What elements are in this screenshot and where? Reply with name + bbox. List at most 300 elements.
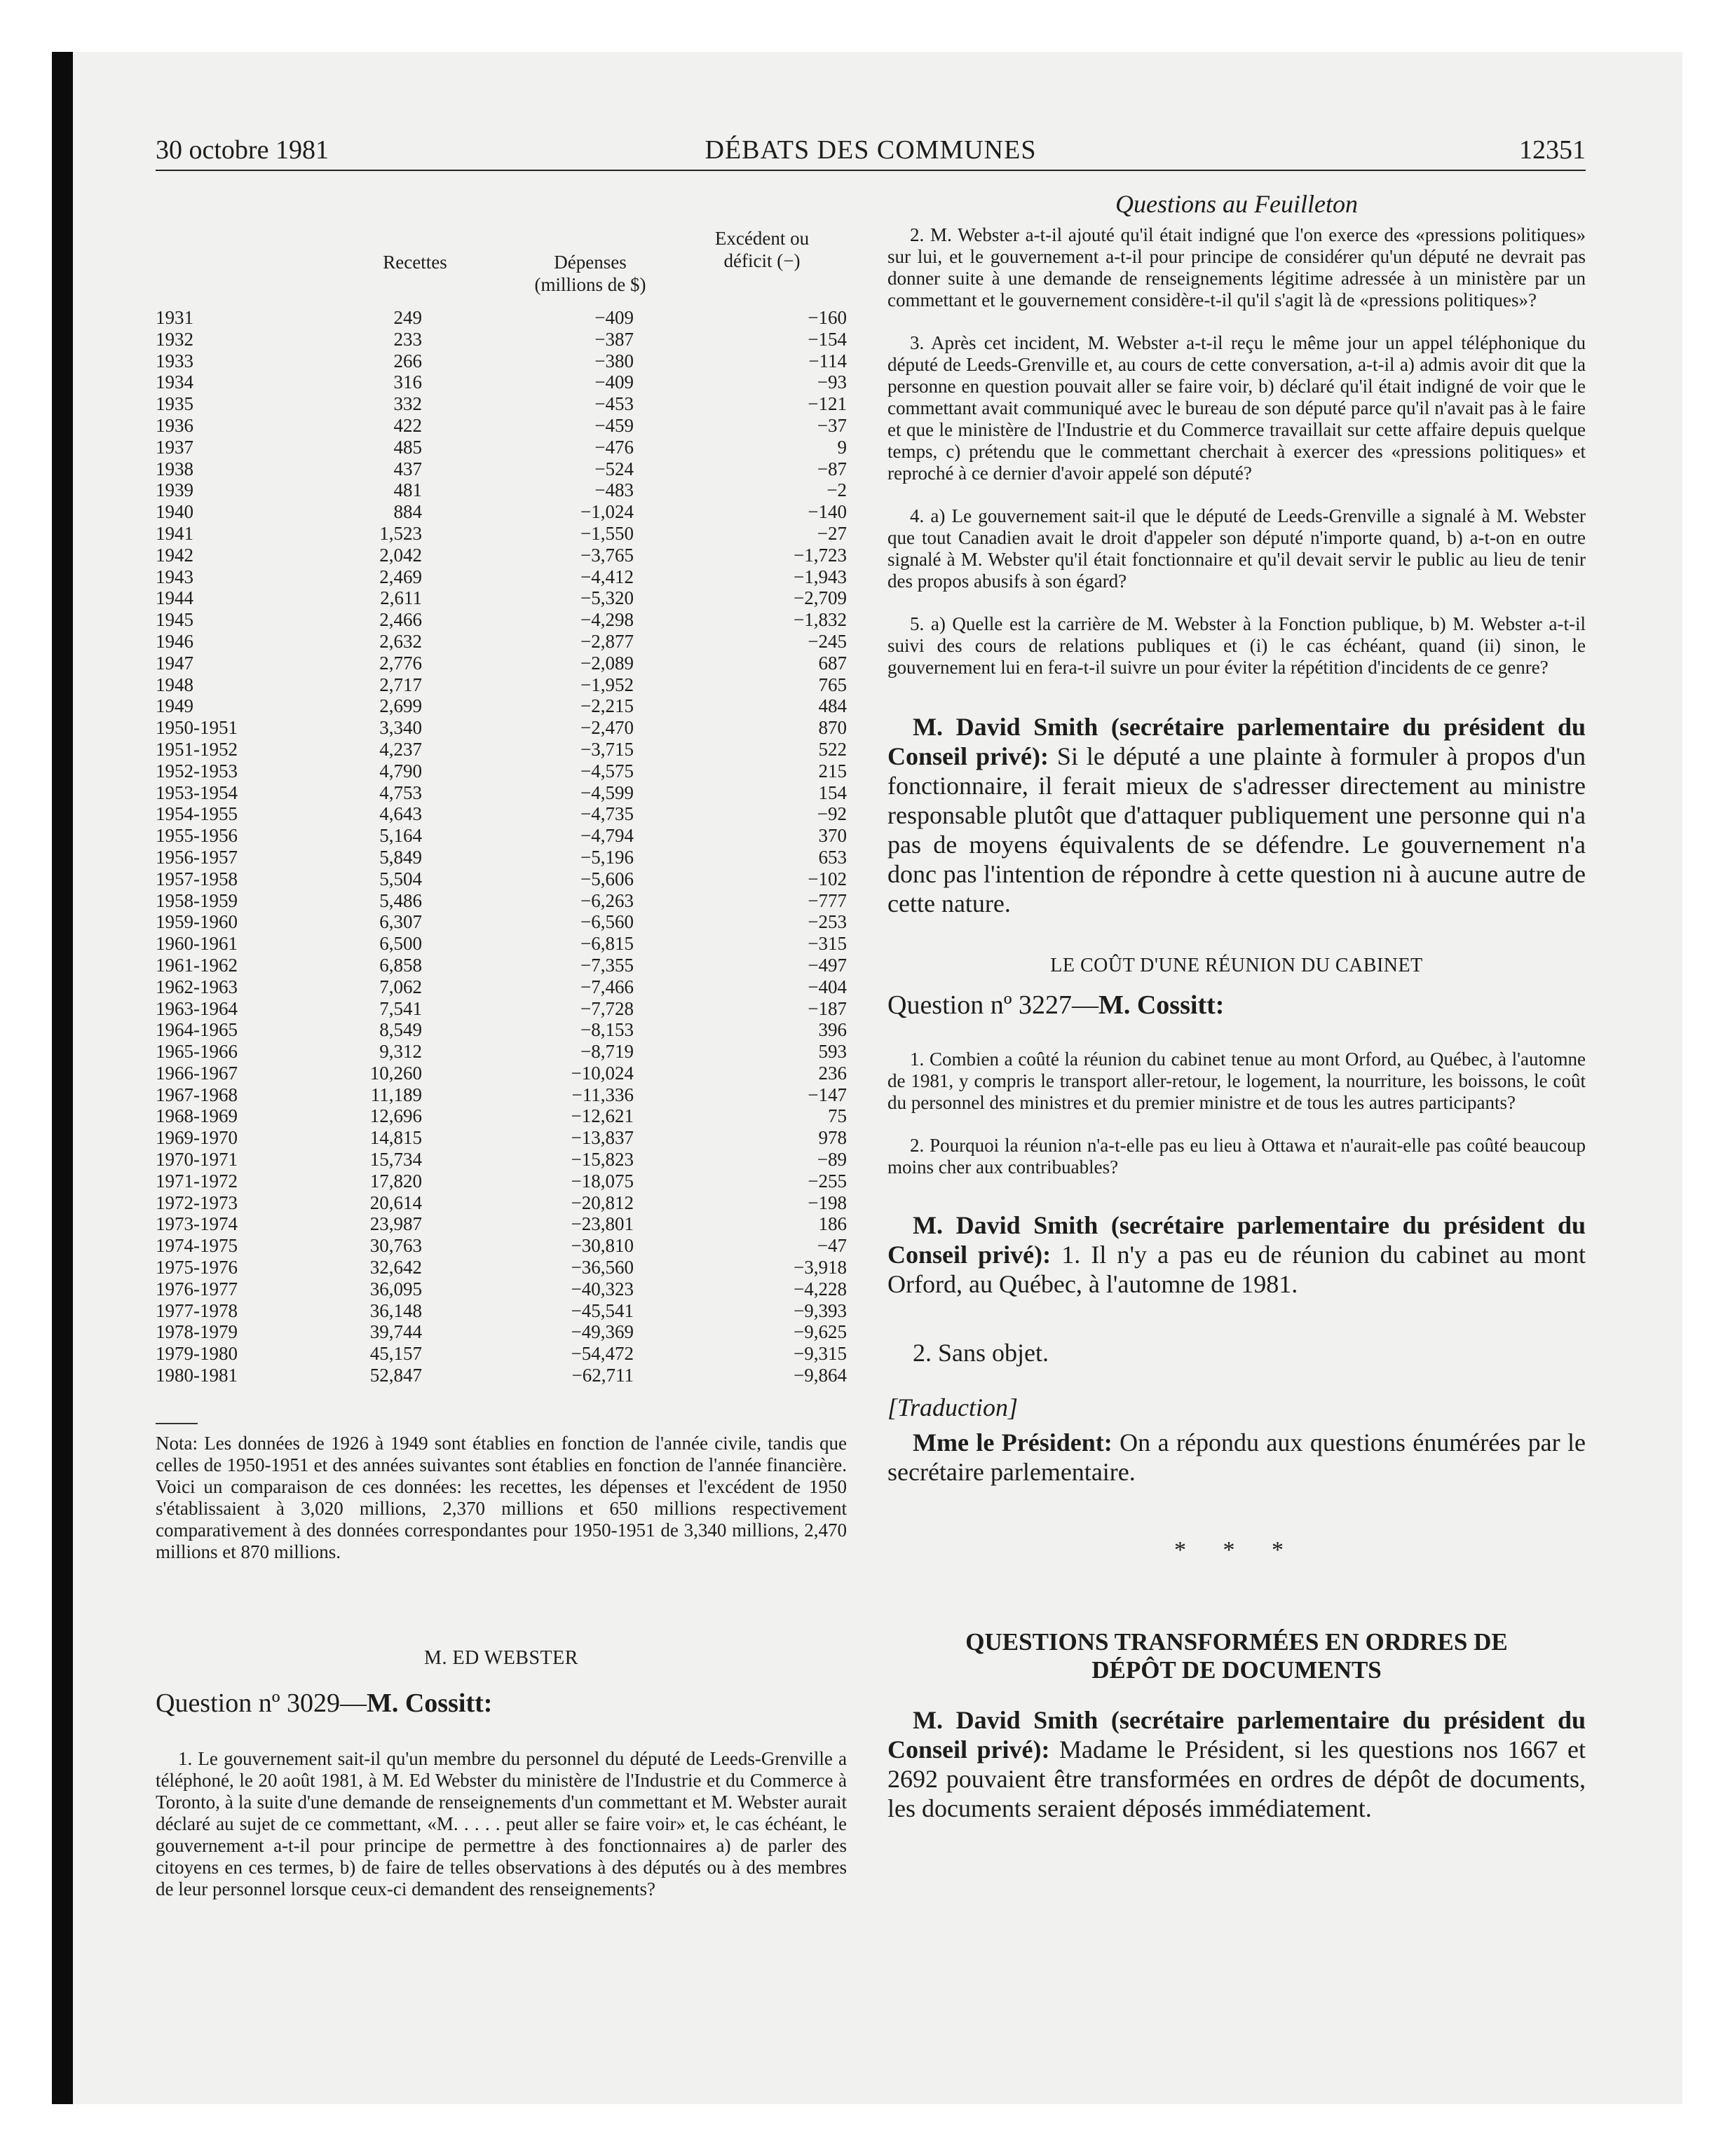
cabinet-question-line bbox=[887, 990, 1586, 1021]
finance-table-header bbox=[156, 181, 847, 307]
row-expenses: −20,812 bbox=[571, 1192, 634, 1213]
table-row bbox=[156, 1171, 847, 1192]
speaker-statement bbox=[887, 1428, 1586, 1487]
table-row bbox=[156, 868, 847, 890]
row-receipts: 20,614 bbox=[369, 1192, 422, 1213]
cabinet-question-member: M. Cossitt: bbox=[1098, 990, 1225, 1020]
row-year: 1934 bbox=[156, 371, 193, 393]
row-surplus: −147 bbox=[808, 1084, 847, 1105]
row-year: 1965-1966 bbox=[156, 1041, 238, 1063]
row-expenses: −409 bbox=[594, 371, 634, 393]
webster-q1: 1. Le gouvernement sait-il qu'un membre du personnel du député de Leeds-Grenville a téléphoné, le 20 août 1981, à M. Ed Webster du ministère de l'Industrie et du Commerce à Toronto, à la suite d'une demande de renseignements d'un commettant et M. Webster aurait déclaré au sujet de ce commettant, «M. . . . . peut aller se faire voir» et, le cas échéant, le gouvernement a-t-il pour principe de permettre à des fonctionnaires a) de parler des citoyens en ces termes, b) de faire de telles observations à des députés ou à des membres de leur personnel lorsque ceux-ci demandent des renseignements? bbox=[156, 1747, 847, 1899]
row-surplus: 186 bbox=[818, 1213, 847, 1235]
table-row bbox=[156, 587, 847, 609]
row-year: 1942 bbox=[156, 544, 193, 566]
row-receipts: 4,237 bbox=[379, 738, 422, 760]
row-receipts: 23,987 bbox=[369, 1213, 422, 1235]
table-row bbox=[156, 739, 847, 760]
webster-q5: 5. a) Quelle est la carrière de M. Webster à la Fonction publique, b) M. Webster a-t-il suivi des cours de relations publiques et (i) le cas échéant, quand (ii) sinon, le gouvernement lui en fera-t-il suivre un pour éviter la répétition d'incidents de ce genre? bbox=[887, 613, 1586, 678]
row-receipts: 3,340 bbox=[379, 717, 422, 739]
row-receipts: 2,632 bbox=[379, 630, 422, 652]
row-receipts: 6,858 bbox=[379, 954, 422, 976]
table-row bbox=[156, 1105, 847, 1127]
cabinet-heading: LE COÛT D'UNE RÉUNION DU CABINET bbox=[1050, 955, 1423, 976]
row-year: 1951-1952 bbox=[156, 738, 238, 760]
row-surplus: 687 bbox=[818, 652, 847, 674]
row-receipts: 316 bbox=[393, 371, 422, 393]
right-column bbox=[887, 181, 1586, 1823]
nota-text: Nota: Les données de 1926 à 1949 sont établies en fonction de l'année civile, tandis que celles de 1950-1951 et des années suivantes sont établies en fonction de l'année financière. Voici un comparaison de ces données: les recettes, les dépenses et l'excédent de 1950 s'établissaient à 3,020 millions, 2,370 millions et 650 millions respectivement comparativement à des données correspondantes pour 1950-1951 de 3,340 millions, 2,470 millions et 870 millions. bbox=[156, 1432, 847, 1562]
row-surplus: −253 bbox=[808, 911, 847, 933]
row-receipts: 6,307 bbox=[379, 911, 422, 933]
row-receipts: 884 bbox=[393, 501, 422, 523]
header-date: 30 octobre 1981 bbox=[156, 135, 329, 165]
cabinet-q2: 2. Pourquoi la réunion n'a-t-elle pas eu lieu à Ottawa et n'aurait-elle pas coûté beaucoup moins cher aux contribuables? bbox=[887, 1135, 1586, 1178]
answer-1-text: Si le député a une plainte à formuler à propos d'un fonctionnaire, il ferait mieux de s'adresser directement au ministre responsable plutôt que d'attaquer publiquement une personne qui n'a pas de moyens équivalents de se défendre. Le gouvernement n'a donc pas l'intention de répondre à cette question ni à aucune autre de cette nature. bbox=[887, 742, 1586, 917]
row-expenses: −4,735 bbox=[580, 803, 634, 825]
row-surplus: 370 bbox=[818, 825, 847, 847]
scan-edge bbox=[52, 52, 73, 2104]
row-expenses: −1,024 bbox=[580, 501, 634, 523]
row-expenses: −5,196 bbox=[580, 846, 634, 868]
answer-2 bbox=[887, 1210, 1586, 1299]
table-row bbox=[156, 1019, 847, 1041]
table-row bbox=[156, 1213, 847, 1235]
row-year: 1972-1973 bbox=[156, 1192, 238, 1213]
row-expenses: −54,472 bbox=[571, 1343, 634, 1365]
table-row bbox=[156, 1321, 847, 1343]
answer-2-item-2: 2. Sans objet. bbox=[913, 1339, 1049, 1367]
row-expenses: −2,215 bbox=[580, 695, 634, 717]
row-receipts: 12,696 bbox=[369, 1105, 422, 1127]
answer-1-speaker: M. David Smith (secrétaire parlementaire du président du Conseil privé): bbox=[887, 713, 1586, 770]
row-expenses: −4,412 bbox=[580, 566, 634, 587]
answer-2-speaker: M. David Smith (secrétaire parlementaire du président du Conseil privé): bbox=[887, 1211, 1586, 1269]
row-year: 1935 bbox=[156, 393, 193, 415]
table-row bbox=[156, 1343, 847, 1365]
row-expenses: −62,711 bbox=[571, 1365, 634, 1386]
table-row bbox=[156, 566, 847, 588]
row-receipts: 2,611 bbox=[380, 587, 422, 609]
row-year: 1968-1969 bbox=[156, 1105, 238, 1127]
row-expenses: −49,369 bbox=[571, 1321, 634, 1343]
answer-2-text: 1. Il n'y a pas eu de réunion du cabinet au mont Orford, au Québec, à l'automne de 1981. bbox=[887, 1241, 1586, 1298]
row-receipts: 7,062 bbox=[379, 976, 422, 997]
row-receipts: 1,523 bbox=[379, 522, 422, 544]
table-row bbox=[156, 458, 847, 480]
answer-1 bbox=[887, 712, 1586, 918]
cabinet-q1: 1. Combien a coûté la réunion du cabinet tenue au mont Orford, au Québec, à l'automne de 1981, y compris le transport aller-retour, le logement, la nourriture, les boissons, le coût du personnel des ministres et du premier ministre et de tous les autres participants? bbox=[887, 1049, 1586, 1113]
table-row bbox=[156, 1278, 847, 1300]
row-receipts: 485 bbox=[393, 436, 422, 458]
col-surplus-label-2: déficit (−) bbox=[723, 250, 801, 271]
row-surplus: −92 bbox=[817, 803, 847, 825]
row-receipts: 2,776 bbox=[379, 652, 422, 674]
row-receipts: 30,763 bbox=[369, 1235, 422, 1257]
table-row bbox=[156, 1063, 847, 1084]
row-year: 1940 bbox=[156, 501, 193, 523]
row-year: 1957-1958 bbox=[156, 868, 238, 889]
row-surplus: −160 bbox=[808, 307, 847, 328]
row-surplus: 9 bbox=[837, 436, 847, 458]
col-surplus-header bbox=[674, 227, 850, 272]
question-member: M. Cossitt: bbox=[367, 1688, 493, 1718]
col-expenses-label: Dépenses bbox=[554, 252, 627, 273]
row-surplus: 653 bbox=[818, 846, 847, 868]
row-surplus: 396 bbox=[818, 1019, 847, 1041]
row-receipts: 8,549 bbox=[379, 1019, 422, 1041]
row-year: 1946 bbox=[156, 630, 193, 652]
row-expenses: −5,320 bbox=[580, 587, 634, 609]
webster-q3: 3. Après cet incident, M. Webster a-t-il reçu le même jour un appel téléphonique du député de Leeds-Grenville et, au cours de cette conversation, a-t-il a) admis avoir dit que la personne en question pouvait aller se faire voir, b) déclaré qu'il était indigné de voir que le commettant avait communiqué avec le bureau de son député parce qu'il n'avait pas à le faire et que le ministère de l'Industrie et du Commerce travaillait sur cette affaire depuis quelque temps, c) prétendu que le commettant cherchait à exercer des «pressions politiques» et reproché à ce dernier d'avoir appelé son député? bbox=[887, 332, 1586, 484]
header-title: DÉBATS DES COMMUNES bbox=[705, 135, 1037, 165]
row-receipts: 422 bbox=[393, 414, 422, 436]
row-surplus: −102 bbox=[808, 868, 847, 889]
row-surplus: −3,918 bbox=[794, 1257, 847, 1278]
row-expenses: −45,541 bbox=[571, 1299, 634, 1321]
webster-heading: M. ED WEBSTER bbox=[424, 1646, 578, 1669]
row-surplus: −255 bbox=[808, 1170, 847, 1192]
row-surplus: −9,864 bbox=[794, 1365, 847, 1386]
row-year: 1980-1981 bbox=[156, 1365, 238, 1386]
row-surplus: −245 bbox=[808, 630, 847, 652]
row-receipts: 2,469 bbox=[379, 566, 422, 587]
speaker-text: On a répondu aux questions énumérées par le secrétaire parlementaire. bbox=[887, 1428, 1586, 1486]
row-expenses: −483 bbox=[594, 479, 634, 501]
table-row bbox=[156, 1084, 847, 1106]
row-year: 1933 bbox=[156, 350, 193, 371]
row-surplus: −37 bbox=[817, 414, 847, 436]
table-row bbox=[156, 955, 847, 976]
table-row bbox=[156, 847, 847, 868]
table-row bbox=[156, 674, 847, 696]
row-receipts: 17,820 bbox=[369, 1170, 422, 1192]
row-year: 1948 bbox=[156, 674, 193, 695]
row-receipts: 11,189 bbox=[370, 1084, 422, 1105]
row-surplus: 154 bbox=[818, 782, 847, 803]
row-receipts: 2,699 bbox=[379, 695, 422, 717]
row-surplus: −1,832 bbox=[794, 609, 847, 631]
table-row bbox=[156, 415, 847, 437]
row-year: 1956-1957 bbox=[156, 846, 238, 868]
section-title: Questions au Feuilleton bbox=[1115, 190, 1358, 218]
row-receipts: 5,504 bbox=[379, 868, 422, 889]
row-year: 1967-1968 bbox=[156, 1084, 238, 1105]
table-row bbox=[156, 653, 847, 674]
speaker-label: Mme le Président: bbox=[913, 1428, 1113, 1456]
row-receipts: 6,500 bbox=[379, 933, 422, 955]
row-expenses: −3,765 bbox=[580, 544, 634, 566]
row-receipts: 39,744 bbox=[369, 1321, 422, 1343]
row-expenses: −8,719 bbox=[580, 1041, 634, 1063]
row-year: 1964-1965 bbox=[156, 1019, 238, 1041]
row-year: 1976-1977 bbox=[156, 1278, 238, 1299]
row-receipts: 10,260 bbox=[369, 1062, 422, 1084]
row-year: 1962-1963 bbox=[156, 976, 238, 997]
row-receipts: 4,790 bbox=[379, 760, 422, 782]
row-surplus: −9,315 bbox=[794, 1343, 847, 1365]
row-surplus: −1,943 bbox=[794, 566, 847, 587]
row-expenses: −10,024 bbox=[571, 1062, 634, 1084]
row-receipts: 233 bbox=[393, 328, 422, 350]
row-receipts: 266 bbox=[393, 350, 422, 371]
row-surplus: −93 bbox=[817, 371, 847, 393]
row-receipts: 2,466 bbox=[379, 609, 422, 631]
table-row bbox=[156, 329, 847, 350]
row-expenses: −6,815 bbox=[580, 933, 634, 955]
table-row bbox=[156, 631, 847, 653]
table-row bbox=[156, 803, 847, 825]
table-row bbox=[156, 523, 847, 545]
row-expenses: −8,153 bbox=[580, 1019, 634, 1041]
row-expenses: −2,877 bbox=[580, 630, 634, 652]
webster-q4: 4. a) Le gouvernement sait-il que le député de Leeds-Grenville a signalé à M. Webster que tout Canadien avait le droit d'appeler son député n'importe quand, b) a-t-on en outre signalé à M. Webster qu'il était fonctionnaire et qu'il devait servir le public au lieu de tenir des propos abusifs à son égard? bbox=[887, 505, 1586, 592]
row-expenses: −5,606 bbox=[580, 868, 634, 889]
table-row bbox=[156, 760, 847, 782]
row-surplus: −154 bbox=[808, 328, 847, 350]
table-row bbox=[156, 545, 847, 566]
webster-question-line bbox=[156, 1688, 847, 1719]
row-year: 1938 bbox=[156, 458, 193, 479]
row-expenses: −2,089 bbox=[580, 652, 634, 674]
row-expenses: −11,336 bbox=[571, 1084, 634, 1105]
row-year: 1969-1970 bbox=[156, 1127, 238, 1149]
table-row bbox=[156, 1300, 847, 1322]
row-surplus: −404 bbox=[808, 976, 847, 997]
row-year: 1936 bbox=[156, 414, 193, 436]
row-expenses: −15,823 bbox=[571, 1149, 634, 1171]
row-surplus: −2 bbox=[826, 479, 847, 501]
row-surplus: 484 bbox=[818, 695, 847, 717]
finance-table-body bbox=[156, 307, 847, 1386]
row-expenses: −30,810 bbox=[571, 1235, 634, 1257]
row-expenses: −7,355 bbox=[580, 954, 634, 976]
header-rule bbox=[156, 170, 1586, 171]
row-receipts: 5,486 bbox=[379, 889, 422, 911]
row-expenses: −476 bbox=[594, 436, 634, 458]
table-row bbox=[156, 393, 847, 415]
table-row bbox=[156, 437, 847, 458]
row-expenses: −12,621 bbox=[571, 1105, 634, 1127]
row-receipts: 14,815 bbox=[369, 1127, 422, 1149]
row-surplus: 215 bbox=[818, 760, 847, 782]
row-year: 1978-1979 bbox=[156, 1321, 238, 1343]
row-year: 1955-1956 bbox=[156, 825, 238, 847]
row-receipts: 332 bbox=[393, 393, 422, 415]
row-receipts: 5,164 bbox=[379, 825, 422, 847]
row-expenses: −18,075 bbox=[571, 1170, 634, 1192]
row-year: 1939 bbox=[156, 479, 193, 501]
row-expenses: −23,801 bbox=[571, 1213, 634, 1235]
row-receipts: 36,095 bbox=[369, 1278, 422, 1299]
table-row bbox=[156, 1192, 847, 1214]
documents-heading: QUESTIONS TRANSFORMÉES EN ORDRES DE DÉPÔT DE DOCUMENTS bbox=[965, 1628, 1508, 1684]
row-surplus: 75 bbox=[828, 1105, 847, 1127]
row-year: 1944 bbox=[156, 587, 193, 609]
row-year: 1931 bbox=[156, 307, 193, 328]
row-surplus: −198 bbox=[808, 1192, 847, 1213]
row-year: 1979-1980 bbox=[156, 1343, 238, 1365]
row-receipts: 2,042 bbox=[379, 544, 422, 566]
section-separator: * * * bbox=[1174, 1537, 1299, 1563]
row-surplus: 765 bbox=[818, 674, 847, 695]
row-receipts: 249 bbox=[393, 307, 422, 328]
row-surplus: −2,709 bbox=[794, 587, 847, 609]
row-surplus: −47 bbox=[817, 1235, 847, 1257]
table-row bbox=[156, 1041, 847, 1063]
row-year: 1960-1961 bbox=[156, 933, 238, 955]
row-expenses: −6,263 bbox=[580, 889, 634, 911]
table-row bbox=[156, 890, 847, 912]
row-receipts: 481 bbox=[393, 479, 422, 501]
row-year: 1943 bbox=[156, 566, 193, 587]
row-year: 1974-1975 bbox=[156, 1235, 238, 1257]
row-surplus: −315 bbox=[808, 933, 847, 955]
row-surplus: −9,393 bbox=[794, 1299, 847, 1321]
nota-rule bbox=[156, 1423, 198, 1424]
table-row bbox=[156, 782, 847, 804]
row-receipts: 4,643 bbox=[379, 803, 422, 825]
row-year: 1950-1951 bbox=[156, 717, 238, 739]
answer-3-speaker: M. David Smith (secrétaire parlementaire du président du Conseil privé): bbox=[887, 1706, 1586, 1763]
finance-table bbox=[156, 307, 847, 1386]
row-surplus: −4,228 bbox=[794, 1278, 847, 1299]
row-year: 1971-1972 bbox=[156, 1170, 238, 1192]
row-expenses: −13,837 bbox=[571, 1127, 634, 1149]
row-year: 1937 bbox=[156, 436, 193, 458]
row-year: 1932 bbox=[156, 328, 193, 350]
row-surplus: −114 bbox=[808, 350, 847, 371]
row-year: 1959-1960 bbox=[156, 911, 238, 933]
table-row bbox=[156, 825, 847, 847]
left-column bbox=[156, 181, 847, 1900]
question-number: Question nº 3029— bbox=[156, 1688, 367, 1718]
row-surplus: −89 bbox=[817, 1149, 847, 1171]
row-expenses: −36,560 bbox=[571, 1257, 634, 1278]
table-row bbox=[156, 1365, 847, 1386]
row-surplus: −87 bbox=[817, 458, 847, 479]
table-row bbox=[156, 1235, 847, 1257]
row-receipts: 5,849 bbox=[379, 846, 422, 868]
answer-3 bbox=[887, 1705, 1586, 1823]
row-year: 1953-1954 bbox=[156, 782, 238, 803]
row-year: 1954-1955 bbox=[156, 803, 238, 825]
row-year: 1973-1974 bbox=[156, 1213, 238, 1235]
table-row bbox=[156, 695, 847, 717]
page-header bbox=[156, 135, 1586, 172]
col-surplus-label-1: Excédent ou bbox=[714, 228, 810, 249]
table-row bbox=[156, 1127, 847, 1149]
table-row bbox=[156, 911, 847, 933]
row-surplus: 978 bbox=[818, 1127, 847, 1149]
row-year: 1961-1962 bbox=[156, 954, 238, 976]
row-receipts: 36,148 bbox=[369, 1299, 422, 1321]
row-expenses: −380 bbox=[594, 350, 634, 371]
row-surplus: 593 bbox=[818, 1041, 847, 1063]
row-expenses: −4,298 bbox=[580, 609, 634, 631]
row-year: 1977-1978 bbox=[156, 1299, 238, 1321]
row-expenses: −524 bbox=[594, 458, 634, 479]
row-year: 1975-1976 bbox=[156, 1257, 238, 1278]
row-expenses: −7,728 bbox=[580, 997, 634, 1019]
row-surplus: 870 bbox=[818, 717, 847, 739]
row-surplus: 522 bbox=[818, 738, 847, 760]
nota-paragraph bbox=[156, 1433, 847, 1563]
row-year: 1947 bbox=[156, 652, 193, 674]
table-row bbox=[156, 479, 847, 501]
row-surplus: −1,723 bbox=[794, 544, 847, 566]
row-year: 1945 bbox=[156, 609, 193, 631]
row-expenses: −387 bbox=[594, 328, 634, 350]
row-surplus: −187 bbox=[808, 997, 847, 1019]
col-receipts-header bbox=[345, 251, 485, 273]
row-surplus: −121 bbox=[808, 393, 847, 415]
row-surplus: −777 bbox=[808, 889, 847, 911]
row-receipts: 4,753 bbox=[379, 782, 422, 803]
row-receipts: 32,642 bbox=[369, 1257, 422, 1278]
row-expenses: −4,794 bbox=[580, 825, 634, 847]
row-surplus: −9,625 bbox=[794, 1321, 847, 1343]
table-row bbox=[156, 350, 847, 372]
row-year: 1949 bbox=[156, 695, 193, 717]
row-receipts: 7,541 bbox=[379, 997, 422, 1019]
row-year: 1941 bbox=[156, 522, 193, 544]
row-expenses: −459 bbox=[594, 414, 634, 436]
row-receipts: 9,312 bbox=[379, 1041, 422, 1063]
row-expenses: −6,560 bbox=[580, 911, 634, 933]
row-surplus: −27 bbox=[817, 522, 847, 544]
row-expenses: −1,952 bbox=[580, 674, 634, 695]
row-year: 1970-1971 bbox=[156, 1149, 238, 1171]
row-year: 1952-1953 bbox=[156, 760, 238, 782]
row-expenses: −4,575 bbox=[580, 760, 634, 782]
table-row bbox=[156, 1257, 847, 1278]
table-row bbox=[156, 933, 847, 955]
row-year: 1963-1964 bbox=[156, 997, 238, 1019]
row-expenses: −40,323 bbox=[571, 1278, 634, 1299]
row-receipts: 52,847 bbox=[369, 1365, 422, 1386]
row-year: 1958-1959 bbox=[156, 889, 238, 911]
row-surplus: −140 bbox=[808, 501, 847, 523]
table-row bbox=[156, 717, 847, 739]
answer-3-text: Madame le Président, si les questions nos 1667 et 2692 pouvaient être transformées en ordres de dépôt de documents, les documents seraient déposés immédiatement. bbox=[887, 1735, 1586, 1822]
row-expenses: −453 bbox=[594, 393, 634, 415]
row-year: 1966-1967 bbox=[156, 1062, 238, 1084]
header-page-number: 12351 bbox=[1519, 135, 1586, 165]
row-expenses: −3,715 bbox=[580, 738, 634, 760]
webster-q2: 2. M. Webster a-t-il ajouté qu'il était indigné que l'on exerce des «pressions politiques» sur lui, et le gouvernement a-t-il pour principe de considérer qu'un député ne devrait pas donner suite à une demande de renseignements légitime adressée à un ministère par un commettant et le gouvernement considère-t-il qu'il s'agit là de «pressions politiques»? bbox=[887, 224, 1586, 311]
row-surplus: −497 bbox=[808, 954, 847, 976]
table-row bbox=[156, 501, 847, 523]
row-receipts: 15,734 bbox=[369, 1149, 422, 1171]
row-expenses: −7,466 bbox=[580, 976, 634, 997]
row-receipts: 2,717 bbox=[379, 674, 422, 695]
row-receipts: 437 bbox=[393, 458, 422, 479]
table-row bbox=[156, 998, 847, 1020]
row-expenses: −1,550 bbox=[580, 522, 634, 544]
table-row bbox=[156, 371, 847, 393]
table-row bbox=[156, 307, 847, 329]
table-row bbox=[156, 976, 847, 998]
row-expenses: −409 bbox=[594, 307, 634, 328]
table-row bbox=[156, 609, 847, 631]
traduction: [Traduction] bbox=[887, 1393, 1019, 1421]
row-receipts: 45,157 bbox=[369, 1343, 422, 1365]
row-expenses: −4,599 bbox=[580, 782, 634, 803]
col-receipts-label: Recettes bbox=[383, 252, 447, 273]
col-expenses-header bbox=[492, 251, 688, 296]
table-row bbox=[156, 1149, 847, 1171]
